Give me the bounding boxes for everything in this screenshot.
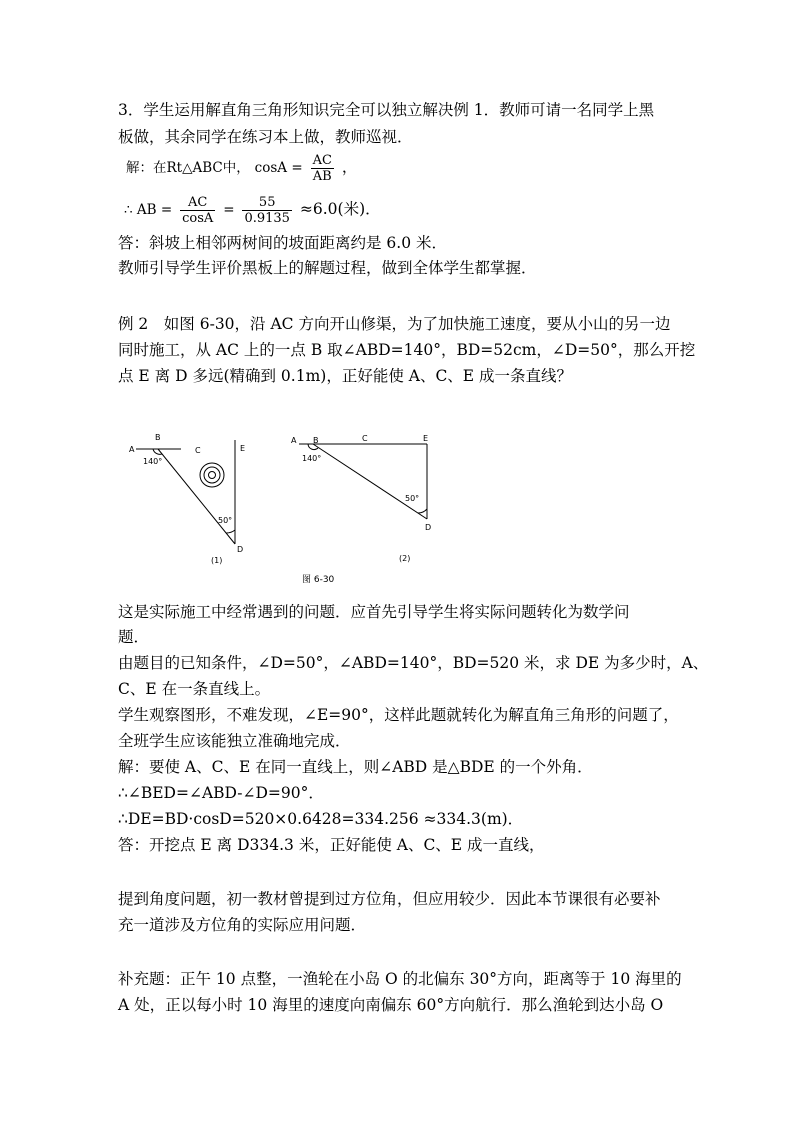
fig1-label-b: B: [155, 433, 161, 442]
figure1-labels: [129, 433, 245, 565]
fig1-angle-b: 140°: [143, 457, 163, 466]
fig1-caption: (1): [211, 556, 223, 565]
fraction-numerator: 55: [242, 195, 292, 211]
fig2-caption: (2): [399, 554, 411, 563]
comma: ，: [341, 158, 358, 176]
supplement-line2: A 处，正以每小时 10 海里的速度向南偏东 60°方向航行．那么渔轮到达小岛 O: [118, 996, 664, 1014]
solution-prefix: 解：在Rt△ABC中，: [126, 160, 250, 176]
result: ≈6.0(米)．: [299, 200, 381, 218]
answer1: 答：斜坡上相邻两树间的坡面距离约是 6.0 米．: [118, 234, 448, 252]
figure1-lines: [136, 440, 235, 544]
example2-line1: 例 2 如图 6-30，沿 AC 方向开山修渠，为了加快施工速度，要从小山的另一边: [118, 315, 671, 333]
discussion-line2: 题．: [118, 628, 150, 646]
fig1-angle-d: 50°: [218, 516, 233, 525]
fig2-label-d: D: [425, 523, 432, 532]
supplement-line1: 补充题：正午 10 点整，一渔轮在小岛 O 的北偏东 30°方向，距离等于 10 海里的: [118, 970, 682, 988]
fig2-angle-d: 50°: [405, 494, 420, 503]
fraction-denominator: cosA: [182, 210, 214, 226]
discussion-line9: ∴DE=BD·cosD=520×0.6428=334.256 ≈334.3(m)．: [118, 810, 524, 828]
equals-sign: =: [223, 202, 235, 218]
discussion-line7: 解：要使 A、C、E 在同一直线上，则∠ABD 是△BDE 的一个外角．: [118, 758, 593, 776]
angle-para-line2: 充一道涉及方位角的实际应用问题．: [118, 916, 367, 934]
fraction-ac-ab: [311, 153, 334, 184]
example2-line3: 点 E 离 D 多远(精确到 0.1m)，正好能使 A、C、E 成一条直线？: [118, 367, 573, 385]
cos-label: cosA =: [254, 160, 303, 176]
para3-line1: 3．学生运用解直角三角形知识完全可以独立解决例 1．教师可请一名同学上黑: [118, 101, 655, 119]
figure-6-30: [126, 418, 466, 593]
discussion-line5: 学生观察图形，不难发现，∠E=90°，这样此题就转化为解直角三角形的问题了，: [118, 706, 679, 724]
fig1-label-a: A: [129, 445, 135, 454]
discussion-line4: C、E 在一条直线上。: [118, 680, 271, 698]
fig2-label-a: A: [291, 436, 297, 445]
discussion-line1: 这是实际施工中经常遇到的问题．应首先引导学生将实际问题转化为数学问: [118, 603, 630, 621]
fig2-label-c: C: [362, 434, 368, 443]
para3-line2: 板做，其余同学在练习本上做，教师巡视．: [118, 128, 413, 146]
discussion-line6: 全班学生应该能独立准确地完成．: [118, 732, 351, 750]
ab-label: ∴ AB =: [124, 202, 173, 218]
figure2-labels: [291, 434, 431, 563]
fig2-label-e: E: [423, 434, 429, 443]
fig1-label-c: C: [195, 446, 201, 455]
angle-d-arc-2: [418, 509, 427, 513]
discussion-line10: 答：开挖点 E 离 D334.3 米，正好能使 A、C、E 成一直线，: [118, 836, 545, 854]
line-bd: [313, 444, 427, 519]
angle-para-line1: 提到角度问题，初一教材曾提到过方位角，但应用较少．因此本节课很有必要补: [118, 890, 661, 908]
discussion-line8: ∴∠BED=∠ABD-∠D=90°．: [118, 784, 324, 802]
line-bd: [158, 449, 235, 544]
fraction-numerator: AC: [312, 152, 332, 168]
fig1-label-e: E: [240, 444, 246, 453]
hill-circle-inner: [209, 472, 216, 479]
fraction-numerator: AC: [180, 195, 215, 211]
teacher-note: 教师引导学生评价黑板上的解题过程，做到全体学生都掌握．: [118, 259, 537, 277]
fraction-ac-cosa: [180, 195, 215, 226]
fig1-label-d: D: [237, 545, 244, 554]
example2-line2: 同时施工，从 AC 上的一点 B 取∠ABD=140°，BD=52cm，∠D=50°，那么开挖: [118, 341, 696, 359]
fig2-label-b: B: [313, 436, 319, 445]
angle-d-arc-1: [226, 530, 235, 533]
solution1-line1: [126, 150, 357, 185]
hill-circle-middle: [204, 467, 220, 483]
fraction-55-09135: [242, 195, 292, 226]
fraction-denominator: AB: [312, 168, 332, 184]
fig2-angle-b: 140°: [302, 454, 322, 463]
discussion-line3: 由题目的已知条件，∠D=50°，∠ABD=140°，BD=520 米，求 DE 为多少时，A、: [118, 654, 709, 672]
fraction-denominator: 0.9135: [244, 210, 290, 226]
solution1-line2: [124, 192, 381, 227]
figure-caption: 图 6-30: [302, 575, 335, 585]
